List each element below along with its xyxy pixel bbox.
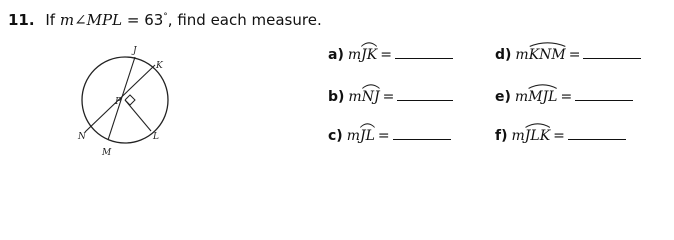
answer-blank-f[interactable]: [568, 125, 626, 140]
label-k: K: [156, 61, 163, 71]
given-angle: m∠MPL: [59, 11, 123, 29]
given-value: = 63: [126, 11, 164, 29]
measure-prefix: m: [346, 128, 360, 144]
problem-statement: [8, 7, 322, 30]
question-label: f): [495, 128, 508, 144]
question-f: [495, 125, 626, 147]
label-l: L: [153, 132, 159, 142]
problem-if: If: [45, 11, 56, 29]
segment-jm: [108, 57, 135, 140]
arc-symbol-icon: [362, 83, 380, 89]
arc-name: JLK: [525, 125, 550, 147]
answer-blank-b[interactable]: [397, 86, 453, 101]
measure-prefix: m: [515, 47, 529, 63]
label-m: M: [102, 148, 112, 158]
answer-blank-e[interactable]: [575, 86, 633, 101]
arc-name: MJL: [528, 86, 557, 108]
equals-sign: =: [380, 47, 392, 63]
circle-diagram: [75, 44, 180, 164]
arc-name: JL: [360, 125, 375, 147]
problem-instruction: , find each measure.: [167, 11, 322, 29]
question-a: [328, 44, 453, 66]
question-e: [495, 86, 633, 108]
label-p: P: [115, 97, 122, 107]
circle-figure: [75, 44, 180, 164]
arc-symbol-icon: [361, 41, 377, 47]
arc-symbol-icon: [525, 122, 550, 128]
equals-sign: =: [560, 89, 573, 105]
question-label: e): [495, 89, 511, 105]
measure-prefix: m: [514, 89, 529, 105]
label-n: N: [78, 132, 86, 142]
question-label: c): [328, 128, 343, 144]
answer-blank-c[interactable]: [393, 125, 451, 140]
arc-symbol-icon: [528, 83, 557, 89]
equals-sign: =: [382, 89, 395, 105]
arc-symbol-icon: [529, 41, 566, 47]
question-d: [495, 44, 641, 66]
equals-sign: =: [377, 128, 390, 144]
answer-blank-a[interactable]: [395, 44, 453, 59]
equals-sign: =: [568, 47, 581, 63]
measure-prefix: m: [511, 128, 525, 144]
measure-prefix: m: [347, 47, 362, 63]
arc-name: KNM: [529, 44, 566, 66]
question-label: a): [328, 47, 344, 63]
question-label: b): [328, 89, 345, 105]
question-c: [328, 125, 451, 147]
question-label: d): [495, 47, 512, 63]
question-b: [328, 86, 453, 108]
segment-pl: [125, 100, 151, 131]
arc-name: JK: [361, 44, 377, 66]
equals-sign: =: [553, 128, 565, 144]
arc-name: NJ: [362, 86, 380, 108]
label-j: J: [133, 46, 137, 56]
degree-symbol: °: [163, 12, 168, 22]
arc-symbol-icon: [360, 122, 375, 128]
measure-prefix: m: [348, 89, 362, 105]
answer-blank-d[interactable]: [583, 44, 641, 59]
problem-number: 11.: [8, 11, 35, 29]
right-angle-marker: [125, 95, 135, 105]
